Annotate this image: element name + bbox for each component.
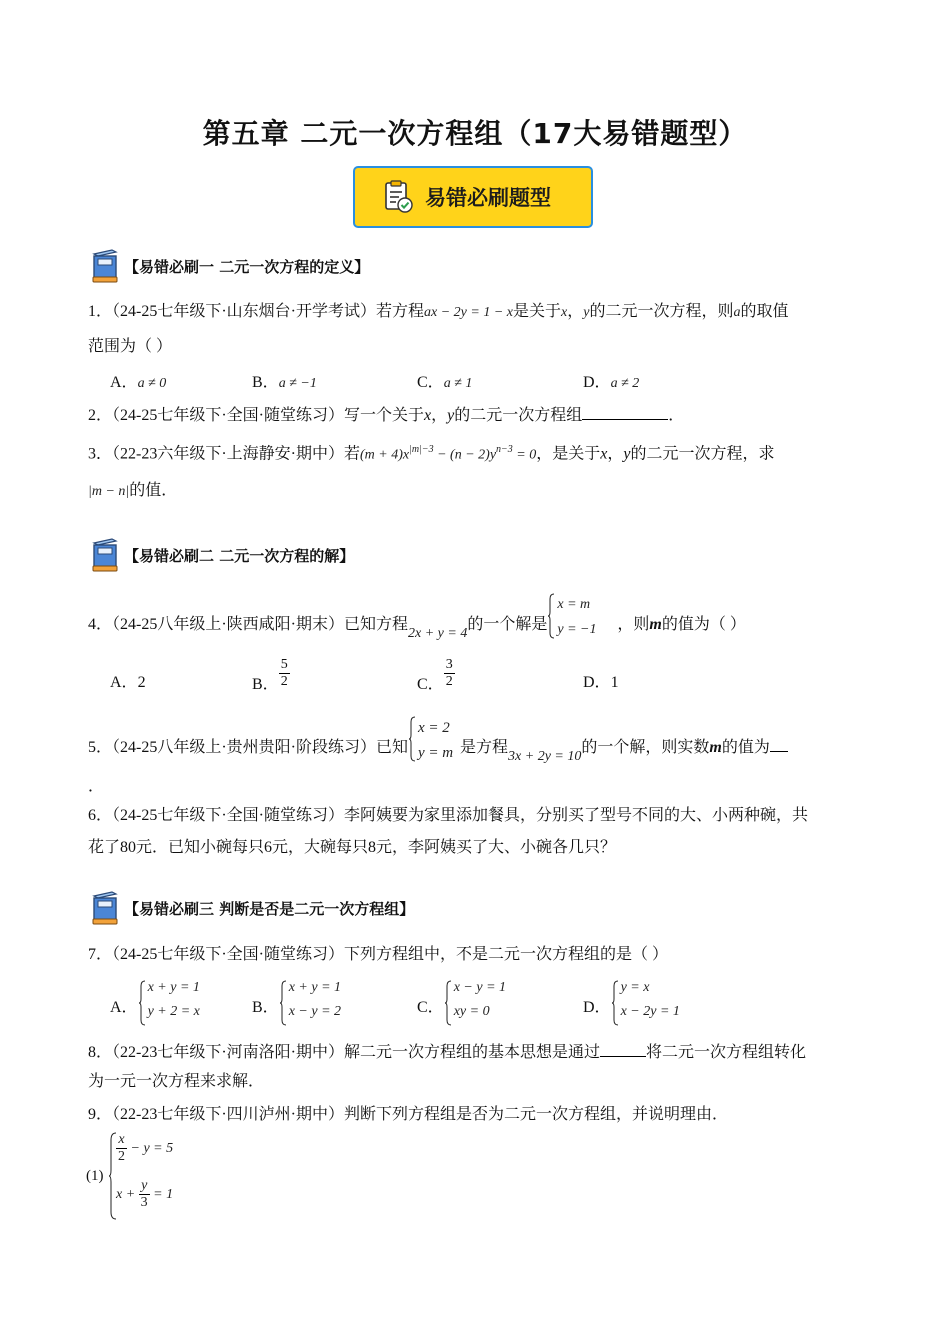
variable: y: [447, 407, 455, 424]
brace-icon: [138, 980, 146, 1026]
equation: 2x + y = 4: [408, 626, 468, 641]
variable: a: [733, 305, 741, 320]
part-label: (1): [86, 1168, 104, 1184]
option-expr: a ≠ −1: [278, 376, 317, 391]
equation-system: [611, 980, 691, 1019]
question-text: 的二元一次方程，则: [589, 303, 734, 320]
question-number: 6．: [88, 807, 113, 824]
option-expr: 1: [610, 674, 619, 691]
question-text: 的二元一次方程，求: [630, 445, 775, 463]
option-a[interactable]: [110, 980, 218, 1019]
system-row: y = x: [620, 980, 650, 995]
question-text: （24-25七年级下·山东烟台·开学考试）若方程: [112, 303, 425, 320]
option-letter: B．: [252, 374, 279, 391]
question-8-cont: 为一元一次方程来求解．: [88, 1073, 265, 1090]
question-5: [88, 720, 788, 764]
option-expr: a ≠ 2: [610, 376, 640, 391]
equation-system: [408, 720, 460, 761]
banner: [353, 166, 593, 228]
option-letter: A．: [110, 999, 138, 1016]
option-letter: D．: [583, 374, 611, 391]
question-text: ，: [607, 445, 624, 463]
page-title: 第五章 二元一次方程组（17大易错题型）: [202, 117, 748, 150]
fraction: [279, 657, 290, 690]
question-number: 9．: [88, 1106, 113, 1123]
equation: − y = 5: [127, 1141, 174, 1157]
system-row: x − y = 2: [288, 1004, 342, 1019]
question-text: ，是关于: [536, 445, 601, 463]
equation: |m − n|: [88, 484, 130, 499]
question-text: （22-23七年级下·四川泸州·期中）判断下列方程组是否为二元一次方程组，并说明理由．: [112, 1106, 729, 1123]
question-text: 的值．: [129, 482, 178, 499]
equation: = 0: [512, 447, 537, 463]
equation: ax − 2y = 1 − x: [424, 305, 513, 320]
banner-label: 易错必刷题型: [425, 186, 551, 210]
question-3-cont: [88, 480, 177, 503]
option-expr: 2: [137, 674, 146, 691]
question-text: ，则: [617, 616, 650, 633]
question-text: 的二元一次方程组: [454, 407, 583, 424]
system-row: x − y = 1: [453, 980, 507, 995]
question-4: [88, 597, 746, 641]
answer-blank[interactable]: [600, 1040, 646, 1057]
option-expr: a ≠ 1: [443, 376, 473, 391]
question-text: 的取值: [740, 303, 789, 320]
variable: m: [649, 616, 662, 633]
option-expr: a ≠ 0: [137, 376, 167, 391]
option-a[interactable]: [110, 669, 146, 692]
equation-system: [138, 980, 218, 1019]
section-title: 【易错必刷二 二元一次方程的解】: [124, 546, 355, 565]
question-text: 的一个解是: [467, 616, 548, 633]
question-5-dot: ．: [88, 778, 105, 795]
question-text: （22-23七年级下·河南洛阳·期中）解二元一次方程组的基本思想是通过: [112, 1044, 601, 1061]
option-letter: C．: [417, 374, 444, 391]
equation-system: [279, 980, 359, 1019]
system-row: x = 2: [418, 720, 450, 736]
option-d[interactable]: [583, 369, 639, 392]
option-letter: B．: [252, 676, 279, 694]
brace-icon: [279, 980, 287, 1026]
fraction: [444, 657, 455, 690]
question-3: [88, 439, 775, 466]
system-row: xy = 0: [453, 1004, 490, 1019]
system-row: y = m: [418, 745, 454, 761]
denominator: 2: [118, 1149, 125, 1164]
equation: 3x + 2y = 10: [508, 749, 582, 764]
checklist-icon: [383, 180, 413, 214]
option-c[interactable]: [417, 980, 524, 1019]
variable: x: [600, 445, 608, 463]
denominator: 3: [140, 1195, 148, 1210]
question-text: （24-25八年级上·贵州贵阳·阶段练习）已知: [112, 739, 409, 756]
exponent: n−3: [496, 444, 513, 455]
equation-system-9-1: [86, 1130, 286, 1222]
question-text: 的一个解，则实数: [581, 739, 710, 756]
fraction: [116, 1132, 127, 1165]
numerator: y: [141, 1178, 148, 1193]
section-heading: [88, 248, 369, 284]
question-text: （22-23六年级下·上海静安·期中）若: [112, 445, 361, 463]
option-letter: C．: [417, 676, 444, 694]
numerator: 5: [280, 657, 288, 672]
answer-blank[interactable]: [770, 735, 788, 752]
variable: y: [623, 445, 631, 463]
question-text: （24-25七年级下·全国·随堂练习）下列方程组中，不是二元一次方程组的是（ ）: [112, 946, 669, 963]
answer-blank[interactable]: [582, 403, 668, 420]
numerator: 3: [445, 657, 453, 672]
equation-system: [547, 597, 617, 637]
system-row: x = m: [557, 597, 591, 612]
question-text: （24-25七年级下·全国·随堂练习）李阿姨要为家里添加餐具，分别买了型号不同的大、小两种碗，共: [112, 807, 809, 824]
section-heading: [88, 890, 414, 926]
question-text: （24-25七年级下·全国·随堂练习）写一个关于: [112, 407, 425, 424]
question-text: 是方程: [460, 739, 509, 756]
book-icon: [88, 248, 122, 284]
option-b[interactable]: [252, 657, 290, 694]
section-title: 【易错必刷一 二元一次方程的定义】: [124, 257, 370, 276]
question-number: 2．: [88, 407, 113, 424]
option-b[interactable]: [252, 369, 317, 392]
question-number: 1．: [88, 303, 113, 320]
option-letter: C．: [417, 999, 444, 1016]
question-8: [88, 1040, 806, 1064]
brace-icon: [611, 980, 619, 1026]
system-row: y = −1: [557, 622, 597, 637]
question-number: 5．: [88, 739, 113, 756]
question-text: 的值为（ ）: [661, 616, 746, 633]
system-row: x − 2y = 1: [620, 1004, 680, 1019]
question-number: 4．: [88, 616, 113, 633]
question-9: [88, 1104, 728, 1126]
exponent: |m|−3: [409, 444, 434, 455]
option-letter: B．: [252, 999, 279, 1016]
variable: m: [709, 739, 722, 756]
option-letter: A．: [110, 374, 138, 391]
equation: − (n − 2)y: [433, 447, 497, 463]
system-row: y + 2 = x: [147, 1004, 200, 1019]
system-row: [116, 1132, 173, 1165]
question-text: （24-25八年级上·陕西咸阳·期末）已知方程: [112, 616, 409, 633]
question-2: [88, 403, 684, 427]
system-row: [116, 1178, 173, 1211]
option-letter: D．: [583, 999, 611, 1016]
question-number: 3．: [88, 445, 113, 463]
option-c[interactable]: [417, 369, 472, 392]
brace-icon: [547, 593, 555, 639]
variable: x: [561, 305, 568, 320]
section-heading: [88, 537, 354, 573]
question-text: 是关于: [513, 303, 562, 320]
question-1: [88, 301, 789, 324]
book-icon: [88, 537, 122, 573]
question-text: 将二元一次方程组转化: [646, 1044, 807, 1061]
option-d[interactable]: [583, 980, 691, 1019]
denominator: 2: [280, 674, 288, 689]
equation: x +: [116, 1187, 139, 1203]
denominator: 2: [445, 674, 453, 689]
question-text: ，: [567, 303, 584, 320]
question-text: ，: [431, 407, 448, 424]
variable: y: [583, 305, 590, 320]
question-text: ．: [668, 407, 685, 424]
fraction: [139, 1178, 150, 1211]
equation-system: [444, 980, 524, 1019]
question-number: 8．: [88, 1044, 113, 1061]
option-letter: A．: [110, 674, 138, 691]
option-d[interactable]: [583, 669, 619, 692]
question-7: [88, 944, 668, 966]
book-icon: [88, 890, 122, 926]
system-row: x + y = 1: [288, 980, 342, 995]
brace-icon: [408, 716, 416, 762]
question-number: 7．: [88, 946, 113, 963]
option-letter: D．: [583, 674, 611, 691]
question-6-cont: 花了80元．已知小碗每只6元，大碗每只8元，李阿姨买了大、小碗各几只？: [88, 839, 617, 856]
option-b[interactable]: [252, 980, 359, 1019]
variable: x: [424, 407, 432, 424]
question-1-cont: 范围为（ ）: [88, 338, 173, 355]
option-c[interactable]: [417, 657, 455, 694]
question-text: 的值为: [721, 739, 770, 756]
question-6: [88, 805, 808, 827]
numerator: x: [118, 1132, 125, 1147]
equation: = 1: [149, 1187, 174, 1203]
equation: (m + 4)x: [360, 447, 410, 463]
option-a[interactable]: [110, 369, 166, 392]
section-title: 【易错必刷三 判断是否是二元一次方程组】: [124, 899, 415, 918]
brace-icon: [444, 980, 452, 1026]
system-row: x + y = 1: [147, 980, 200, 995]
